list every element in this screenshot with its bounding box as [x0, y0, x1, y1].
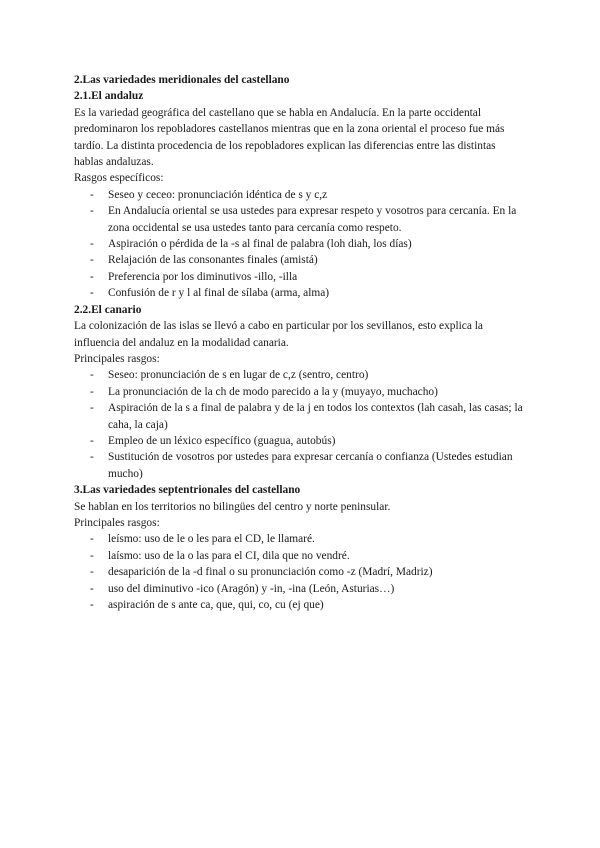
list-item-text: Aspiración de la s a final de palabra y de la j en todos los contextos (lah casah, las casas; la caha, la caja): [108, 402, 523, 431]
andaluz-title: 2.1.El andaluz: [74, 90, 144, 103]
bullet-dash: -: [90, 582, 94, 595]
list-item: [74, 285, 524, 301]
list-item: [74, 581, 524, 597]
list-item-text: La pronunciación de la ch de modo parecido a la y (muyayo, muchacho): [108, 385, 438, 398]
list-item-text: desaparición de la -d final o su pronunciación como -z (Madrí, Madriz): [108, 566, 433, 579]
bullet-dash: -: [90, 188, 94, 201]
canario-title: 2.2.El canario: [74, 303, 142, 316]
list-item-text: laísmo: uso de la o las para el CI, dila que no vendré.: [108, 549, 350, 562]
list-item-text: En Andalucía oriental se usa ustedes para expresar respeto y vosotros para cercanía. En la zona occidental se usa ustedes tanto para cercanía como respeto.: [108, 205, 517, 234]
bullet-dash: -: [90, 566, 94, 579]
list-item: [74, 433, 524, 449]
list-item-text: Relajación de las consonantes finales (amistá): [108, 254, 318, 267]
andaluz-features-list: [74, 187, 524, 302]
list-item-text: aspiración de s ante ca, que, qui, co, cu (ej que): [108, 599, 324, 611]
list-item: [74, 252, 524, 268]
list-item: [74, 548, 524, 564]
list-item: [74, 531, 524, 547]
section-3-title: 3.Las variedades septentrionales del castellano: [74, 484, 301, 497]
bullet-dash: -: [90, 451, 94, 464]
bullet-dash: -: [90, 287, 94, 300]
bullet-dash: -: [90, 369, 94, 382]
section-3-intro: Se hablan en los territorios no bilingües del centro y norte peninsular.: [74, 500, 391, 513]
list-item: [74, 187, 524, 203]
list-item: [74, 269, 524, 285]
canario-features-list: [74, 367, 524, 482]
bullet-dash: -: [90, 599, 94, 611]
bullet-dash: -: [90, 533, 94, 546]
andaluz-intro: Es la variedad geográfica del castellano que se habla en Andalucía. En la parte occidental predominaron los repobladores castellanos mientras que en la zona oriental el proceso fue más tardío. La distinta procedencia de los repobladores explican las diferencias entre las distintas hablas andaluzas.: [74, 106, 505, 169]
bullet-dash: -: [90, 270, 94, 283]
section-3-features-list: [74, 531, 524, 613]
list-item: [74, 203, 524, 236]
canario-features-label: Principales rasgos:: [74, 352, 160, 365]
list-item-text: leísmo: uso de le o les para el CD, le llamaré.: [108, 533, 315, 546]
bullet-dash: -: [90, 385, 94, 398]
section-2-title: 2.Las variedades meridionales del castellano: [74, 74, 290, 86]
list-item-text: Sustitución de vosotros por ustedes para expresar cercanía o confianza (Ustedes estudian mucho): [108, 451, 513, 480]
list-item: [74, 236, 524, 252]
list-item-text: uso del diminutivo -ico (Aragón) y -in, -ina (León, Asturias…): [108, 582, 395, 595]
list-item-text: Confusión de r y l al final de sílaba (arma, alma): [108, 287, 330, 300]
bullet-dash: -: [90, 205, 94, 218]
bullet-dash: -: [90, 549, 94, 562]
document-page: [74, 72, 524, 613]
list-item: [74, 367, 524, 383]
canario-intro: La colonización de las islas se llevó a cabo en particular por los sevillanos, esto explica la influencia del andaluz en la modalidad canaria.: [74, 320, 483, 349]
list-item: [74, 449, 524, 482]
bullet-dash: -: [90, 254, 94, 267]
list-item-text: Aspiración o pérdida de la -s al final de palabra (loh diah, los días): [108, 238, 412, 251]
list-item-text: Seseo: pronunciación de s en lugar de c,z (sentro, centro): [108, 369, 369, 382]
bullet-dash: -: [90, 434, 94, 447]
list-item: [74, 400, 524, 433]
list-item: [74, 564, 524, 580]
list-item-text: Seseo y ceceo: pronunciación idéntica de s y c,z: [108, 188, 328, 201]
list-item-text: Preferencia por los diminutivos -illo, -illa: [108, 270, 298, 283]
bullet-dash: -: [90, 238, 94, 251]
list-item: [74, 597, 524, 613]
bullet-dash: -: [90, 402, 94, 415]
section-3-features-label: Principales rasgos:: [74, 516, 160, 529]
list-item: [74, 384, 524, 400]
list-item-text: Empleo de un léxico específico (guagua, autobús): [108, 434, 336, 447]
andaluz-features-label: Rasgos específicos:: [74, 172, 164, 185]
